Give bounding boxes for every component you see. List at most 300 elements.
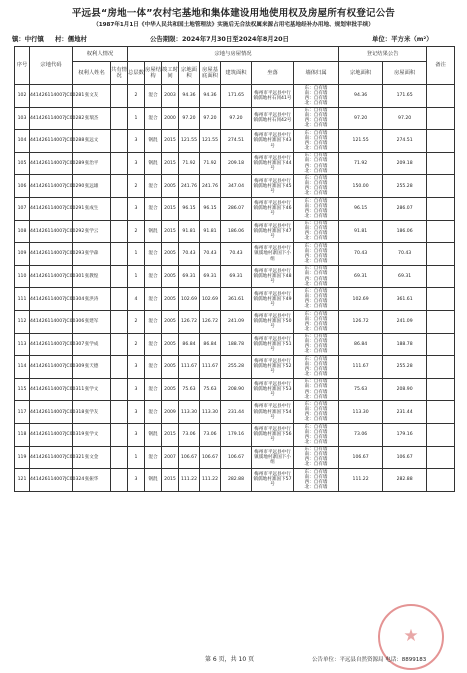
reg-house-area-cell: 188.78 — [383, 333, 427, 356]
location-cell: 梅州市平远县中行镇儒地村寨国下53号 — [252, 378, 294, 401]
owner-name-cell: 张学云 — [73, 220, 111, 243]
owner-name-cell: 张学文 — [73, 423, 111, 446]
parcel-area-cell: 71.92 — [179, 152, 200, 175]
floors-cell: 2 — [128, 85, 145, 108]
remark-cell — [427, 378, 455, 401]
reg-house-area-cell: 179.16 — [383, 423, 427, 446]
parcel-code-cell: 441426114007JC00282 — [30, 107, 73, 130]
floors-cell: 3 — [128, 423, 145, 446]
base-area-cell: 96.15 — [200, 197, 221, 220]
location-cell: 梅州市平远县中行镇儒地村寨国下48号 — [252, 265, 294, 288]
co-owner-cell — [111, 469, 128, 492]
header-structure: 房屋结构 — [145, 62, 162, 85]
header-year: 竣工时间 — [162, 62, 179, 85]
location-cell: 梅州市平远县中行镇儒地村寨国下46号 — [252, 197, 294, 220]
base-area-cell: 91.81 — [200, 220, 221, 243]
year-cell: 2005 — [162, 265, 179, 288]
building-area-cell: 274.51 — [221, 130, 252, 153]
building-area-cell: 347.04 — [221, 175, 252, 198]
parcel-code-cell: 441426114007JC00311 — [30, 378, 73, 401]
owner-name-cell: 张瑞杰 — [73, 107, 111, 130]
seq-cell: 114 — [15, 356, 30, 379]
table-row — [15, 401, 455, 424]
co-owner-cell — [111, 85, 128, 108]
reg-house-area-cell: 209.18 — [383, 152, 427, 175]
floors-cell: 3 — [128, 469, 145, 492]
table-row — [15, 85, 455, 108]
seq-cell: 108 — [15, 220, 30, 243]
table-row — [15, 288, 455, 311]
co-owner-cell — [111, 130, 128, 153]
floors-cell: 3 — [128, 130, 145, 153]
seq-cell: 119 — [15, 446, 30, 469]
seq-cell: 111 — [15, 288, 30, 311]
remark-cell — [427, 197, 455, 220]
header-base-area: 房屋基底面积 — [200, 62, 221, 85]
structure-cell: 钢混 — [145, 152, 162, 175]
reg-parcel-area-cell: 97.20 — [339, 107, 383, 130]
remark-cell — [427, 85, 455, 108]
building-area-cell: 286.07 — [221, 197, 252, 220]
location-cell: 梅州市平远县中行镇儒地村寨国下57号 — [252, 469, 294, 492]
boundary-cell: 东：自有墙 南：自有墙 西：自有墙 北：自有墙 — [294, 333, 339, 356]
reg-parcel-area-cell: 91.81 — [339, 220, 383, 243]
parcel-code-cell: 441426114007JC00291 — [30, 197, 73, 220]
structure-cell: 混合 — [145, 243, 162, 266]
parcel-area-cell: 75.63 — [179, 378, 200, 401]
remark-cell — [427, 401, 455, 424]
base-area-cell: 113.30 — [200, 401, 221, 424]
building-area-cell: 69.31 — [221, 265, 252, 288]
location-cell: 梅州市平远县中行镇儒地村寨国下小组 — [252, 243, 294, 266]
building-area-cell: 188.78 — [221, 333, 252, 356]
reg-parcel-area-cell: 113.30 — [339, 401, 383, 424]
location-cell: 梅州市平远县中行镇儒地村寨国下50号 — [252, 310, 294, 333]
location-cell: 梅州市平远县中行镇儒地村寨国下52号 — [252, 356, 294, 379]
table-row — [15, 197, 455, 220]
table-row — [15, 175, 455, 198]
remark-cell — [427, 243, 455, 266]
boundary-cell: 东：自有墙 南：自有墙 西：自有墙 北：自有墙 — [294, 378, 339, 401]
building-area-cell: 231.44 — [221, 401, 252, 424]
boundary-cell: 东：自有墙 南：自有墙 西：自有墙 北：自有墙 — [294, 423, 339, 446]
parcel-code-cell: 441426114007JC00290 — [30, 175, 73, 198]
reg-house-area-cell: 70.43 — [383, 243, 427, 266]
remark-cell — [427, 107, 455, 130]
year-cell: 2015 — [162, 469, 179, 492]
floors-cell: 1 — [128, 243, 145, 266]
reg-house-area-cell: 286.07 — [383, 197, 427, 220]
base-area-cell: 121.55 — [200, 130, 221, 153]
reg-house-area-cell: 241.09 — [383, 310, 427, 333]
boundary-cell: 东：自有墙 南：自有墙 西：自有墙 北：自有墙 — [294, 356, 339, 379]
co-owner-cell — [111, 423, 128, 446]
year-cell: 2007 — [162, 446, 179, 469]
boundary-cell: 东：自有墙 南：自有墙 西：自有墙 北：自有墙 — [294, 446, 339, 469]
co-owner-cell — [111, 175, 128, 198]
owner-name-cell: 张振华 — [73, 469, 111, 492]
reg-house-area-cell: 208.90 — [383, 378, 427, 401]
building-area-cell: 70.43 — [221, 243, 252, 266]
structure-cell: 混合 — [145, 107, 162, 130]
floors-cell: 1 — [128, 446, 145, 469]
building-area-cell: 179.16 — [221, 423, 252, 446]
base-area-cell: 75.63 — [200, 378, 221, 401]
reg-parcel-area-cell: 96.15 — [339, 197, 383, 220]
seq-cell: 102 — [15, 85, 30, 108]
reg-parcel-area-cell: 71.92 — [339, 152, 383, 175]
header-parcel-area: 宗地面积 — [179, 62, 200, 85]
notice-title: 平远县“房地一体”农村宅基地和集体建设用地使用权及房屋所有权登记公告 — [71, 8, 396, 19]
building-area-cell: 241.09 — [221, 310, 252, 333]
header-location: 坐落 — [252, 62, 294, 85]
location-cell: 梅州市平远县中行镇儒地村寨国下45号 — [252, 175, 294, 198]
table-row — [15, 310, 455, 333]
seq-cell: 105 — [15, 152, 30, 175]
table-row — [15, 265, 455, 288]
reg-parcel-area-cell: 106.67 — [339, 446, 383, 469]
remark-cell — [427, 446, 455, 469]
floors-cell: 3 — [128, 152, 145, 175]
parcel-area-cell: 121.55 — [179, 130, 200, 153]
year-cell: 2005 — [162, 310, 179, 333]
location-cell: 梅州市平远县中行镇儒地村寨国下56号 — [252, 423, 294, 446]
table-row — [15, 107, 455, 130]
year-cell: 2015 — [162, 152, 179, 175]
floors-cell: 4 — [128, 288, 145, 311]
boundary-cell: 东：自有墙 南：自有墙 西：自有墙 北：自有墙 — [294, 469, 339, 492]
owner-name-cell: 张教煌 — [73, 265, 111, 288]
structure-cell: 混合 — [145, 333, 162, 356]
parcel-area-cell: 96.15 — [179, 197, 200, 220]
year-cell: 2009 — [162, 401, 179, 424]
building-area-cell: 208.90 — [221, 378, 252, 401]
parcel-code-cell: 441426114007JC00293 — [30, 243, 73, 266]
parcel-code-cell: 441426114007JC00304 — [30, 288, 73, 311]
owner-name-cell: 张学森 — [73, 243, 111, 266]
parcel-code-cell: 441426114007JC00321 — [30, 446, 73, 469]
boundary-cell: 东：自有墙 南：自有墙 西：自有墙 北：自有墙 — [294, 401, 339, 424]
building-area-cell: 361.61 — [221, 288, 252, 311]
reg-house-area-cell: 69.31 — [383, 265, 427, 288]
parcel-area-cell: 126.72 — [179, 310, 200, 333]
table-row — [15, 333, 455, 356]
parcel-code-cell: 441426114007JC00281 — [30, 85, 73, 108]
reg-parcel-area-cell: 70.43 — [339, 243, 383, 266]
floors-cell: 3 — [128, 197, 145, 220]
seq-cell: 113 — [15, 333, 30, 356]
seq-cell: 112 — [15, 310, 30, 333]
location-cell: 梅州市平远县中行镇儒地村寨国下54号 — [252, 401, 294, 424]
town-label: 镇：中行镇 — [12, 35, 44, 43]
boundary-cell: 东：自有墙 南：自有墙 西：自有墙 北：自有墙 — [294, 220, 339, 243]
boundary-cell: 东：自有墙 南：自有墙 西：自有墙 北：自有墙 — [294, 130, 339, 153]
remark-cell — [427, 220, 455, 243]
parcel-code-cell: 441426114007JC00292 — [30, 220, 73, 243]
boundary-cell: 东：自有墙 南：自有墙 西：自有墙 北：自有墙 — [294, 243, 339, 266]
seq-cell: 103 — [15, 107, 30, 130]
location-cell: 梅州市平远县中行镇儒地村寨国下44号 — [252, 152, 294, 175]
structure-cell: 混合 — [145, 288, 162, 311]
base-area-cell: 111.22 — [200, 469, 221, 492]
reg-parcel-area-cell: 111.67 — [339, 356, 383, 379]
base-area-cell: 69.31 — [200, 265, 221, 288]
village-label: 村：儒地村 — [55, 35, 87, 43]
header-co-owner: 共有情况 — [111, 62, 128, 85]
seq-cell: 109 — [15, 243, 30, 266]
reg-house-area-cell: 282.88 — [383, 469, 427, 492]
building-area-cell: 97.20 — [221, 107, 252, 130]
owner-name-cell: 张文友 — [73, 85, 111, 108]
floors-cell: 2 — [128, 310, 145, 333]
remark-cell — [427, 333, 455, 356]
base-area-cell: 86.84 — [200, 333, 221, 356]
header-building-area: 建筑面积 — [221, 62, 252, 85]
parcel-code-cell: 441426114007JC00309 — [30, 356, 73, 379]
remark-cell — [427, 175, 455, 198]
reg-parcel-area-cell: 94.36 — [339, 85, 383, 108]
parcel-code-cell: 441426114007JC00319 — [30, 423, 73, 446]
co-owner-cell — [111, 446, 128, 469]
floors-cell: 1 — [128, 265, 145, 288]
boundary-cell: 东：自有墙 南：自有墙 西：自有墙 北：自有墙 — [294, 107, 339, 130]
reg-house-area-cell: 255.28 — [383, 175, 427, 198]
base-area-cell: 241.76 — [200, 175, 221, 198]
base-area-cell: 102.69 — [200, 288, 221, 311]
year-cell: 2015 — [162, 197, 179, 220]
year-cell: 2005 — [162, 333, 179, 356]
header-boundary: 墙体归属 — [294, 62, 339, 85]
structure-cell: 钢混 — [145, 130, 162, 153]
parcel-code-cell: 441426114007JC00307 — [30, 333, 73, 356]
unit-label: 单位：平方米（m²） — [372, 35, 433, 43]
seq-cell: 107 — [15, 197, 30, 220]
parcel-code-cell: 441426114007JC00301 — [30, 265, 73, 288]
reg-parcel-area-cell: 121.55 — [339, 130, 383, 153]
boundary-cell: 东：自有墙 南：自有墙 西：自有墙 北：自有墙 — [294, 310, 339, 333]
structure-cell: 混合 — [145, 310, 162, 333]
location-cell: 梅州市平远县中行镇儒地村寨国下小组 — [252, 446, 294, 469]
co-owner-cell — [111, 265, 128, 288]
parcel-code-cell: 441426114007JC00324 — [30, 469, 73, 492]
base-area-cell: 70.43 — [200, 243, 221, 266]
location-cell: 梅州市平远县中行镇儒地村寨国下51号 — [252, 333, 294, 356]
seq-cell: 115 — [15, 378, 30, 401]
boundary-cell: 东：自有墙 南：自有墙 西：自有墙 北：自有墙 — [294, 152, 339, 175]
parcel-code-cell: 441426114007JC00318 — [30, 401, 73, 424]
base-area-cell: 106.67 — [200, 446, 221, 469]
owner-name-cell: 张学文 — [73, 378, 111, 401]
remark-cell — [427, 423, 455, 446]
boundary-cell: 东：自有墙 南：自有墙 西：自有墙 北：自有墙 — [294, 197, 339, 220]
seq-cell: 117 — [15, 401, 30, 424]
owner-name-cell: 张建军 — [73, 310, 111, 333]
floors-cell: 3 — [128, 378, 145, 401]
co-owner-cell — [111, 152, 128, 175]
header-group-parcel: 宗地与房屋情况 — [128, 47, 339, 62]
header-group-reg: 登记结果公告 — [339, 47, 427, 62]
structure-cell: 混合 — [145, 175, 162, 198]
floors-cell: 3 — [128, 401, 145, 424]
structure-cell: 混合 — [145, 197, 162, 220]
reg-house-area-cell: 231.44 — [383, 401, 427, 424]
seq-cell: 121 — [15, 469, 30, 492]
reg-house-area-cell: 97.20 — [383, 107, 427, 130]
base-area-cell: 111.67 — [200, 356, 221, 379]
year-cell: 2000 — [162, 107, 179, 130]
seq-cell: 104 — [15, 130, 30, 153]
seal-star-icon: ★ — [403, 626, 419, 646]
structure-cell: 混合 — [145, 378, 162, 401]
parcel-code-cell: 441426114007JC00306 — [30, 310, 73, 333]
owner-name-cell: 张学友 — [73, 401, 111, 424]
structure-cell: 钢混 — [145, 423, 162, 446]
co-owner-cell — [111, 378, 128, 401]
location-cell: 梅州市平远县中行镇儒地村石冈42号 — [252, 107, 294, 130]
year-cell: 2015 — [162, 220, 179, 243]
structure-cell: 混合 — [145, 401, 162, 424]
base-area-cell: 73.06 — [200, 423, 221, 446]
floors-cell: 2 — [128, 175, 145, 198]
table-row — [15, 423, 455, 446]
registration-table — [14, 46, 455, 492]
owner-name-cell: 张治平 — [73, 152, 111, 175]
seq-cell: 118 — [15, 423, 30, 446]
year-cell: 2005 — [162, 243, 179, 266]
base-area-cell: 126.72 — [200, 310, 221, 333]
header-reg-parcel-area: 宗地面积 — [339, 62, 383, 85]
seq-cell: 106 — [15, 175, 30, 198]
building-area-cell: 171.65 — [221, 85, 252, 108]
header-code: 宗地代码 — [30, 47, 73, 85]
co-owner-cell — [111, 310, 128, 333]
parcel-area-cell: 91.81 — [179, 220, 200, 243]
header-remark: 备注 — [427, 47, 455, 85]
floors-cell: 3 — [128, 356, 145, 379]
structure-cell: 混合 — [145, 265, 162, 288]
header-seq: 序号 — [15, 47, 30, 85]
year-cell: 2015 — [162, 130, 179, 153]
floors-cell: 2 — [128, 220, 145, 243]
remark-cell — [427, 265, 455, 288]
location-cell: 梅州市平远县中行镇儒地村石冈41号 — [252, 85, 294, 108]
remark-cell — [427, 288, 455, 311]
structure-cell: 混合 — [145, 446, 162, 469]
reg-house-area-cell: 171.65 — [383, 85, 427, 108]
owner-name-cell: 张远雄 — [73, 175, 111, 198]
issuer-info: 公告单位：平远县自然资源局 电话：8899183 — [312, 657, 427, 663]
boundary-cell: 东：自有墙 南：自有墙 西：自有墙 北：自有墙 — [294, 288, 339, 311]
boundary-cell: 东：自有墙 南：自有墙 西：自有墙 北：自有墙 — [294, 265, 339, 288]
structure-cell: 钢混 — [145, 469, 162, 492]
structure-cell: 混合 — [145, 356, 162, 379]
header-owner-name: 权利人姓名 — [73, 62, 111, 85]
year-cell: 2005 — [162, 175, 179, 198]
owner-name-cell: 张文金 — [73, 446, 111, 469]
year-cell: 2005 — [162, 378, 179, 401]
table-row — [15, 378, 455, 401]
header-group-owner: 权利人情况 — [73, 47, 128, 62]
co-owner-cell — [111, 356, 128, 379]
notice-period: 公告期限：2024年7月30日至2024年8月20日 — [150, 35, 289, 43]
reg-house-area-cell: 186.06 — [383, 220, 427, 243]
remark-cell — [427, 469, 455, 492]
table-row — [15, 469, 455, 492]
page-indicator: 第 6 页，共 10 页 — [205, 656, 255, 663]
reg-parcel-area-cell: 73.06 — [339, 423, 383, 446]
parcel-area-cell: 86.84 — [179, 333, 200, 356]
remark-cell — [427, 130, 455, 153]
co-owner-cell — [111, 197, 128, 220]
remark-cell — [427, 152, 455, 175]
year-cell: 2015 — [162, 423, 179, 446]
reg-house-area-cell: 255.28 — [383, 356, 427, 379]
co-owner-cell — [111, 243, 128, 266]
table-row — [15, 152, 455, 175]
owner-name-cell: 张洪涛 — [73, 288, 111, 311]
co-owner-cell — [111, 333, 128, 356]
reg-house-area-cell: 274.51 — [383, 130, 427, 153]
building-area-cell: 209.18 — [221, 152, 252, 175]
co-owner-cell — [111, 220, 128, 243]
boundary-cell: 东：自有墙 南：自有墙 西：自有墙 北：自有墙 — [294, 175, 339, 198]
parcel-area-cell: 113.30 — [179, 401, 200, 424]
reg-parcel-area-cell: 75.63 — [339, 378, 383, 401]
location-cell: 梅州市平远县中行镇儒地村寨国下43号 — [252, 130, 294, 153]
structure-cell: 混合 — [145, 85, 162, 108]
boundary-cell: 东：自有墙 南：自有墙 西：自有墙 北：自有墙 — [294, 85, 339, 108]
header-reg-house-area: 房屋面积 — [383, 62, 427, 85]
parcel-area-cell: 73.06 — [179, 423, 200, 446]
owner-name-cell: 张成生 — [73, 197, 111, 220]
parcel-area-cell: 111.67 — [179, 356, 200, 379]
reg-parcel-area-cell: 69.31 — [339, 265, 383, 288]
parcel-area-cell: 97.20 — [179, 107, 200, 130]
base-area-cell: 94.36 — [200, 85, 221, 108]
table-row — [15, 446, 455, 469]
parcel-area-cell: 94.36 — [179, 85, 200, 108]
owner-name-cell: 张天德 — [73, 356, 111, 379]
building-area-cell: 255.28 — [221, 356, 252, 379]
co-owner-cell — [111, 107, 128, 130]
table-body — [15, 85, 455, 492]
year-cell: 2003 — [162, 85, 179, 108]
parcel-area-cell: 241.76 — [179, 175, 200, 198]
parcel-area-cell: 70.43 — [179, 243, 200, 266]
structure-cell: 钢混 — [145, 220, 162, 243]
reg-parcel-area-cell: 126.72 — [339, 310, 383, 333]
reg-parcel-area-cell: 111.22 — [339, 469, 383, 492]
co-owner-cell — [111, 401, 128, 424]
reg-house-area-cell: 361.61 — [383, 288, 427, 311]
parcel-area-cell: 111.22 — [179, 469, 200, 492]
parcel-code-cell: 441426114007JC00289 — [30, 152, 73, 175]
table-row — [15, 130, 455, 153]
year-cell: 2005 — [162, 356, 179, 379]
parcel-area-cell: 69.31 — [179, 265, 200, 288]
table-row — [15, 220, 455, 243]
parcel-area-cell: 102.69 — [179, 288, 200, 311]
reg-parcel-area-cell: 86.84 — [339, 333, 383, 356]
notice-subtitle: （1987年1月1日《中华人民共和国土地管理法》实施后无合法权属来源占用宅基地经补办用地、规划审批手续） — [93, 22, 374, 28]
building-area-cell: 106.67 — [221, 446, 252, 469]
year-cell: 2005 — [162, 288, 179, 311]
seq-cell: 110 — [15, 265, 30, 288]
parcel-code-cell: 441426114007JC00288 — [30, 130, 73, 153]
reg-parcel-area-cell: 102.69 — [339, 288, 383, 311]
building-area-cell: 282.88 — [221, 469, 252, 492]
location-cell: 梅州市平远县中行镇儒地村寨国下47号 — [252, 220, 294, 243]
